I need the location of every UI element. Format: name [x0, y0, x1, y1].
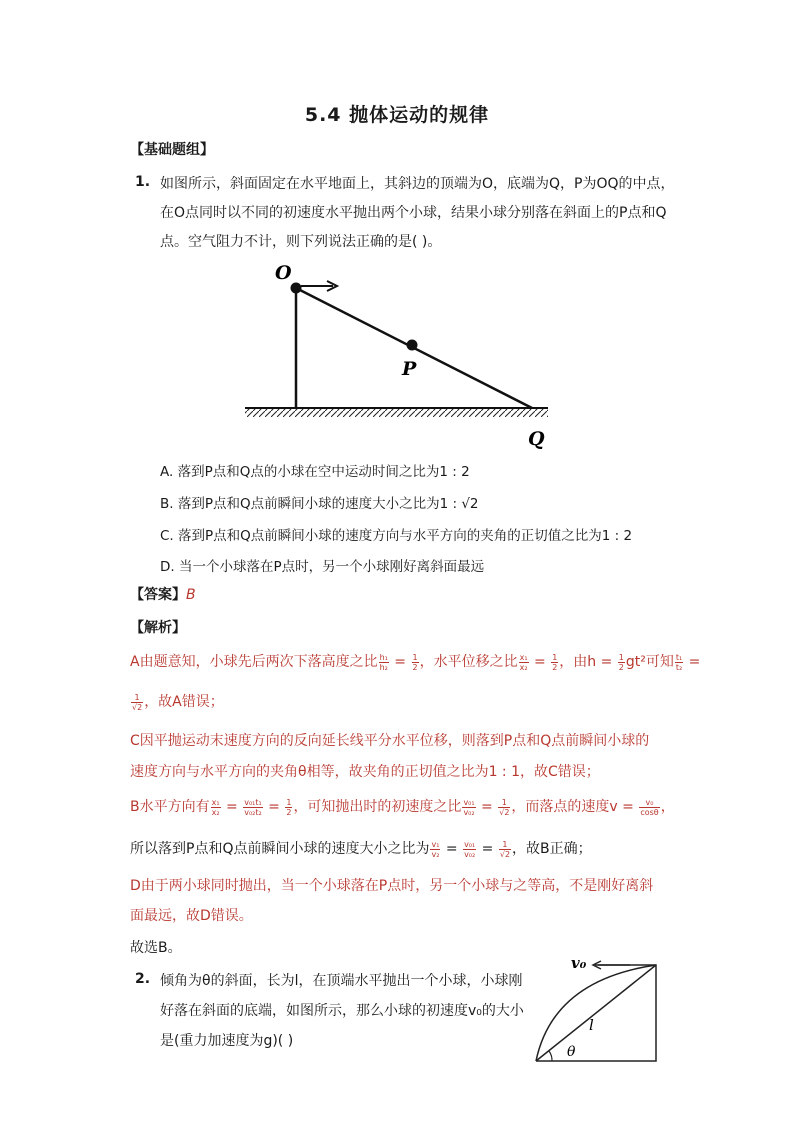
fraction — [379, 653, 389, 672]
frac-denominator: √2 — [132, 702, 143, 712]
label-v0: v₀ — [571, 954, 587, 972]
frac-numerator: x₁ — [211, 797, 220, 807]
frac-denominator: 2 — [552, 662, 558, 672]
label-theta: θ — [567, 1044, 576, 1060]
q1-figure — [235, 255, 555, 455]
q2-line-1: 倾角为θ的斜面，长为l，在顶端水平抛出一个小球，小球刚 — [160, 973, 523, 989]
point-o-ball — [291, 283, 302, 294]
conclusion: 故选B。 — [130, 940, 182, 956]
option-d: D. 当一个小球落在P点时，另一个小球刚好离斜面最远 — [160, 559, 485, 575]
b1-text-mid2: ，而落点的速度v = — [511, 799, 639, 815]
frac-numerator: v₁ — [431, 839, 440, 849]
label-l: l — [589, 1016, 594, 1034]
frac-numerator: 1 — [499, 840, 511, 850]
fraction — [285, 798, 292, 817]
frac-denominator: 2 — [286, 807, 292, 817]
option-c: C. 落到P点和Q点前瞬间小球的速度方向与水平方向的夹角的正切值之比为1 : 2 — [160, 528, 633, 544]
frac-denominator: √2 — [499, 849, 511, 859]
eq-sign: = — [529, 654, 551, 670]
b1-text-end: ， — [660, 799, 675, 815]
frac-numerator: t₁ — [675, 652, 683, 662]
frac-numerator: v₀₁t₁ — [244, 797, 262, 807]
frac-numerator: 1 — [412, 652, 418, 662]
frac-numerator: v₀₁ — [463, 797, 475, 807]
frac-numerator: 1 — [286, 797, 292, 807]
fraction — [639, 798, 659, 817]
analysis-c-line-2: 速度方向与水平方向的夹角θ相等，故夹角的正切值之比为1 : 1，故C错误； — [130, 764, 600, 780]
q1-line-3: 点。空气阻力不计，则下列说法正确的是( )。 — [160, 234, 442, 250]
page-title: 5.4 抛体运动的规律 — [304, 104, 490, 126]
fraction — [498, 798, 510, 817]
answer-value: B — [186, 587, 196, 603]
frac-denominator: h₂ — [379, 662, 388, 672]
q2-number: 2. — [135, 971, 151, 987]
frac-denominator: v₂ — [431, 849, 440, 859]
frac-numerator: v₀ — [639, 798, 659, 808]
fraction — [131, 693, 143, 712]
frac-numerator: 1 — [552, 652, 558, 662]
frac-denominator: v₀₂t₂ — [244, 807, 262, 817]
fraction — [211, 798, 221, 817]
analysis-d-line-2: 面最远，故D错误。 — [130, 908, 253, 924]
option-a: A. 落到P点和Q点的小球在空中运动时间之比为1 : 2 — [160, 464, 470, 480]
frac-numerator: h₁ — [379, 652, 388, 662]
eq-sign: = — [221, 799, 243, 815]
analysis-a-line-2 — [130, 692, 224, 712]
fraction — [462, 798, 475, 817]
label-p: P — [402, 358, 417, 380]
incline-hypotenuse — [536, 965, 656, 1061]
section-heading: 【基础题组】 — [130, 142, 214, 158]
a1-text-post2: gt²可知 — [625, 654, 674, 670]
fraction — [243, 798, 263, 817]
frac-denominator: cosθ — [640, 807, 659, 817]
analysis-d-line-1: D由于两小球同时抛出，当一个小球落在P点时，另一个小球与之等高，不是刚好离斜 — [130, 878, 654, 894]
q1-number: 1. — [135, 174, 151, 190]
answer-label: 【答案】 — [130, 587, 186, 603]
frac-denominator: 2 — [618, 662, 624, 672]
q2-figure — [525, 952, 670, 1067]
eq-sign: = — [684, 654, 701, 670]
point-p-ball — [407, 340, 418, 351]
a1-text: A由题意知，小球先后两次下落高度之比 — [130, 654, 378, 670]
frac-numerator: 1 — [618, 652, 624, 662]
analysis-b-line-1 — [130, 797, 675, 817]
eq-sign: = — [476, 799, 498, 815]
label-q: Q — [528, 428, 545, 450]
q2-line-2: 好落在斜面的底端，如图所示，那么小球的初速度v₀的大小 — [160, 1003, 524, 1019]
q1-line-1: 如图所示，斜面固定在水平地面上，其斜边的顶端为O，底端为Q，P为OQ的中点， — [160, 176, 675, 192]
analysis-a-line-1 — [130, 652, 700, 672]
frac-denominator: 2 — [412, 662, 418, 672]
frac-numerator: 1 — [498, 798, 510, 808]
eq-sign: = — [477, 841, 498, 857]
b2-text-end: ，故B正确； — [512, 841, 592, 857]
label-o: O — [275, 262, 292, 284]
frac-denominator: v₀₂ — [463, 807, 475, 817]
analysis-c-line-1: C因平抛运动末速度方向的反向延长线平分水平位移，则落到P点和Q点前瞬间小球的 — [130, 733, 650, 749]
option-b: B. 落到P点和Q点前瞬间小球的速度大小之比为1 : √2 — [160, 496, 479, 512]
eq-sign: = — [263, 799, 285, 815]
answer-line — [130, 585, 196, 605]
frac-numerator: x₁ — [519, 652, 528, 662]
fraction — [499, 840, 511, 859]
b2-text: 所以落到P点和Q点前瞬间小球的速度大小之比为 — [130, 841, 430, 857]
q1-line-2: 在O点同时以不同的初速度水平抛出两个小球，结果小球分别落在斜面上的P点和Q — [160, 205, 667, 221]
fraction — [463, 840, 476, 859]
fraction — [430, 840, 440, 859]
analysis-label: 【解析】 — [130, 620, 186, 636]
fraction — [412, 653, 419, 672]
frac-denominator: √2 — [499, 807, 510, 817]
q2-line-3: 是(重力加速度为g)( ) — [160, 1033, 294, 1049]
frac-denominator: t₂ — [675, 662, 683, 672]
a2-text: ，故A错误； — [144, 694, 224, 710]
a1-text-mid: ，水平位移之比 — [419, 654, 518, 670]
frac-denominator: x₂ — [519, 662, 528, 672]
eq-sign: = — [389, 654, 411, 670]
b1-text: B水平方向有 — [130, 799, 210, 815]
a1-text-post: ，由h = — [559, 654, 617, 670]
frac-numerator: v₀₁ — [464, 839, 476, 849]
fraction — [551, 653, 558, 672]
analysis-b-line-2 — [130, 839, 592, 859]
frac-denominator: v₀₂ — [464, 849, 476, 859]
theta-arc — [549, 1051, 552, 1061]
fraction — [618, 653, 625, 672]
fraction — [675, 653, 683, 672]
b1-text-mid: ，可知抛出时的初速度之比 — [293, 799, 462, 815]
fraction — [519, 653, 529, 672]
ground-hatch — [245, 408, 548, 417]
frac-denominator: x₂ — [211, 807, 220, 817]
frac-numerator: 1 — [131, 693, 143, 703]
eq-sign: = — [441, 841, 463, 857]
